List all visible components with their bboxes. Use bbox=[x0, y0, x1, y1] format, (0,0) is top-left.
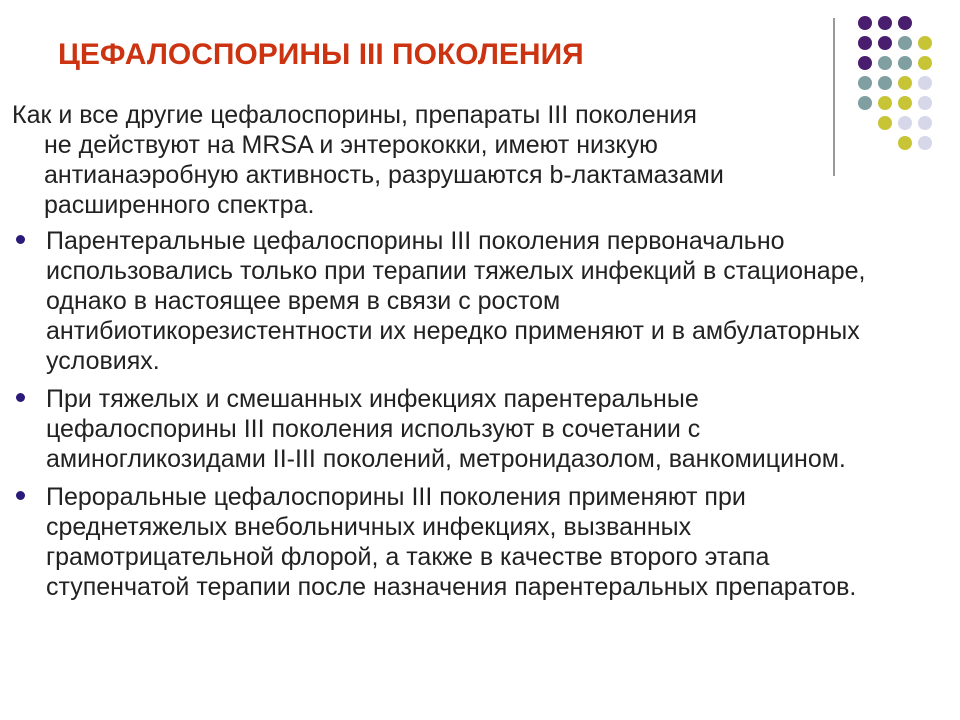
decorative-dot bbox=[898, 96, 912, 110]
intro-first-line: Как и все другие цефалоспорины, препараты III поколения bbox=[12, 101, 697, 129]
bullet-list bbox=[12, 226, 892, 610]
decorative-dot bbox=[878, 56, 892, 70]
decorative-dot bbox=[878, 36, 892, 50]
bullet-text: При тяжелых и смешанных инфекциях парентеральные цефалоспорины III поколения используют в сочетании с аминогликозидами II-III поколений, метронидазолом, ванкомицином. bbox=[46, 385, 846, 473]
decorative-dot bbox=[918, 136, 932, 150]
bullet-item bbox=[12, 226, 892, 376]
bullet-dot-icon bbox=[16, 491, 25, 500]
bullet-dot-icon bbox=[16, 393, 25, 402]
decorative-dot bbox=[878, 96, 892, 110]
decorative-dot bbox=[918, 76, 932, 90]
bullet-dot-icon bbox=[16, 235, 25, 244]
decorative-dot bbox=[878, 16, 892, 30]
decorative-dot bbox=[918, 36, 932, 50]
decorative-dot bbox=[878, 116, 892, 130]
slide-title: ЦЕФАЛОСПОРИНЫ III ПОКОЛЕНИЯ bbox=[58, 38, 584, 71]
decorative-dot bbox=[858, 16, 872, 30]
intro-paragraph bbox=[12, 100, 852, 220]
decorative-dot bbox=[898, 16, 912, 30]
decorative-dot bbox=[858, 96, 872, 110]
decorative-dot bbox=[898, 116, 912, 130]
bullet-item bbox=[12, 384, 892, 474]
decorative-dot bbox=[858, 36, 872, 50]
decorative-dot bbox=[878, 76, 892, 90]
bullet-item bbox=[12, 482, 892, 602]
bullet-text: Парентеральные цефалоспорины III поколения первоначально использовались только при терапии тяжелых инфекций в стационаре, однако в настоящее время в связи с ростом антибиотикорезистентности их нередко применяют и в амбулаторных условиях. bbox=[46, 227, 866, 375]
bullet-text: Пероральные цефалоспорины III поколения применяют при среднетяжелых внебольничных инфекциях, вызванных грамотрицательной флорой, а также в качестве второго этапа ступенчатой терапии после назначения парентеральных препаратов. bbox=[46, 483, 857, 601]
decorative-dot bbox=[918, 56, 932, 70]
decorative-dot bbox=[918, 116, 932, 130]
decorative-dot bbox=[898, 136, 912, 150]
intro-continuation: не действуют на MRSA и энтерококки, имеют низкую антианаэробную активность, разрушаются b-лактамазами расширенного спектра. bbox=[44, 131, 724, 219]
decorative-dot bbox=[918, 96, 932, 110]
decorative-dot bbox=[898, 76, 912, 90]
decorative-dot bbox=[898, 36, 912, 50]
decorative-dot bbox=[858, 76, 872, 90]
decorative-dot bbox=[898, 56, 912, 70]
decorative-dot bbox=[858, 56, 872, 70]
